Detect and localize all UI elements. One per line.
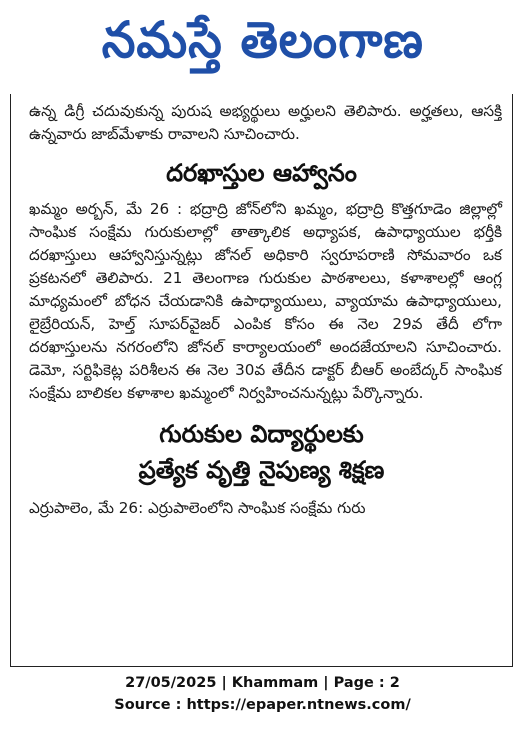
headline-applications-invited: దరఖాస్తుల ఆహ్వానం <box>166 159 357 187</box>
newspaper-logo: నమస్తే తెలంగాణ <box>101 11 424 69</box>
masthead <box>0 0 525 80</box>
article-clipping <box>10 94 513 667</box>
article-body-paragraph: ఖమ్మం అర్బన్, మే 26 : భద్రాద్రి జోన్‌లోని ఖమ్మం, భద్రాద్రి కొత్తగూడెం జిల్లాల్లో సాంఘిక సంక్షేమ గురుకులాల్లో తాత్కాలిక అధ్యాపక, ఉపాధ్యాయుల భర్తీకి దరఖాస్తులు ఆహ్వానిస్తున్నట్లు జోనల్ అధికారి స్వరూపరాణి సోమవారం ఒక ప్రకటనలో తెలిపారు. 21 తెలంగాణ గురుకుల పాఠశాలలు, కళాశాలల్లో ఆంగ్ల మాధ్యమంలో బోధన చేయడానికి ఉపాధ్యాయులు, వ్యాయామ ఉపాధ్యాయులు, లైబ్రేరియన్, హెల్త్ సూపర్‌వైజర్ ఎంపిక కోసం ఈ నెల 29వ తేదీ లోగా దరఖాస్తులను నగరంలోని జోనల్ కార్యాలయంలో అందజేయాలని సూచించారు. డెమో, సర్టిఫికెట్ల పరిశీలన ఈ నెల 30వ తేదీన డాక్టర్ బీఆర్ అంబేద్కర్ సాంఘిక సంక్షేమ బాలికల కళాశాల ఖమ్మంలో నిర్వహించనున్నట్లు పేర్కొన్నారు. <box>29 200 502 402</box>
source-url: Source : https://epaper.ntnews.com/ <box>114 697 411 713</box>
article-second-body-paragraph: ఎర్రుపాలెం, మే 26: ఎర్రుపాలెంలోని సాంఘిక సంక్షేమ గురు <box>29 499 366 517</box>
clipping-footer <box>0 672 525 716</box>
headline-vocational-training: ప్రత్యేక వృత్తి నైపుణ్య శిక్షణ <box>138 456 385 484</box>
headline-gurukul-students: గురుకుల విద్యార్థులకు <box>159 420 364 448</box>
date-edition-page: 27/05/2025 | Khammam | Page : 2 <box>125 675 400 691</box>
article-intro-paragraph: ఉన్న డిగ్రీ చదువుకున్న పురుష అభ్యర్థులు అర్హులని తెలిపారు. అర్హతలు, ఆసక్తి ఉన్నవారు జాబ్‌మేళాకు రావాలని సూచించారు. <box>29 102 502 143</box>
